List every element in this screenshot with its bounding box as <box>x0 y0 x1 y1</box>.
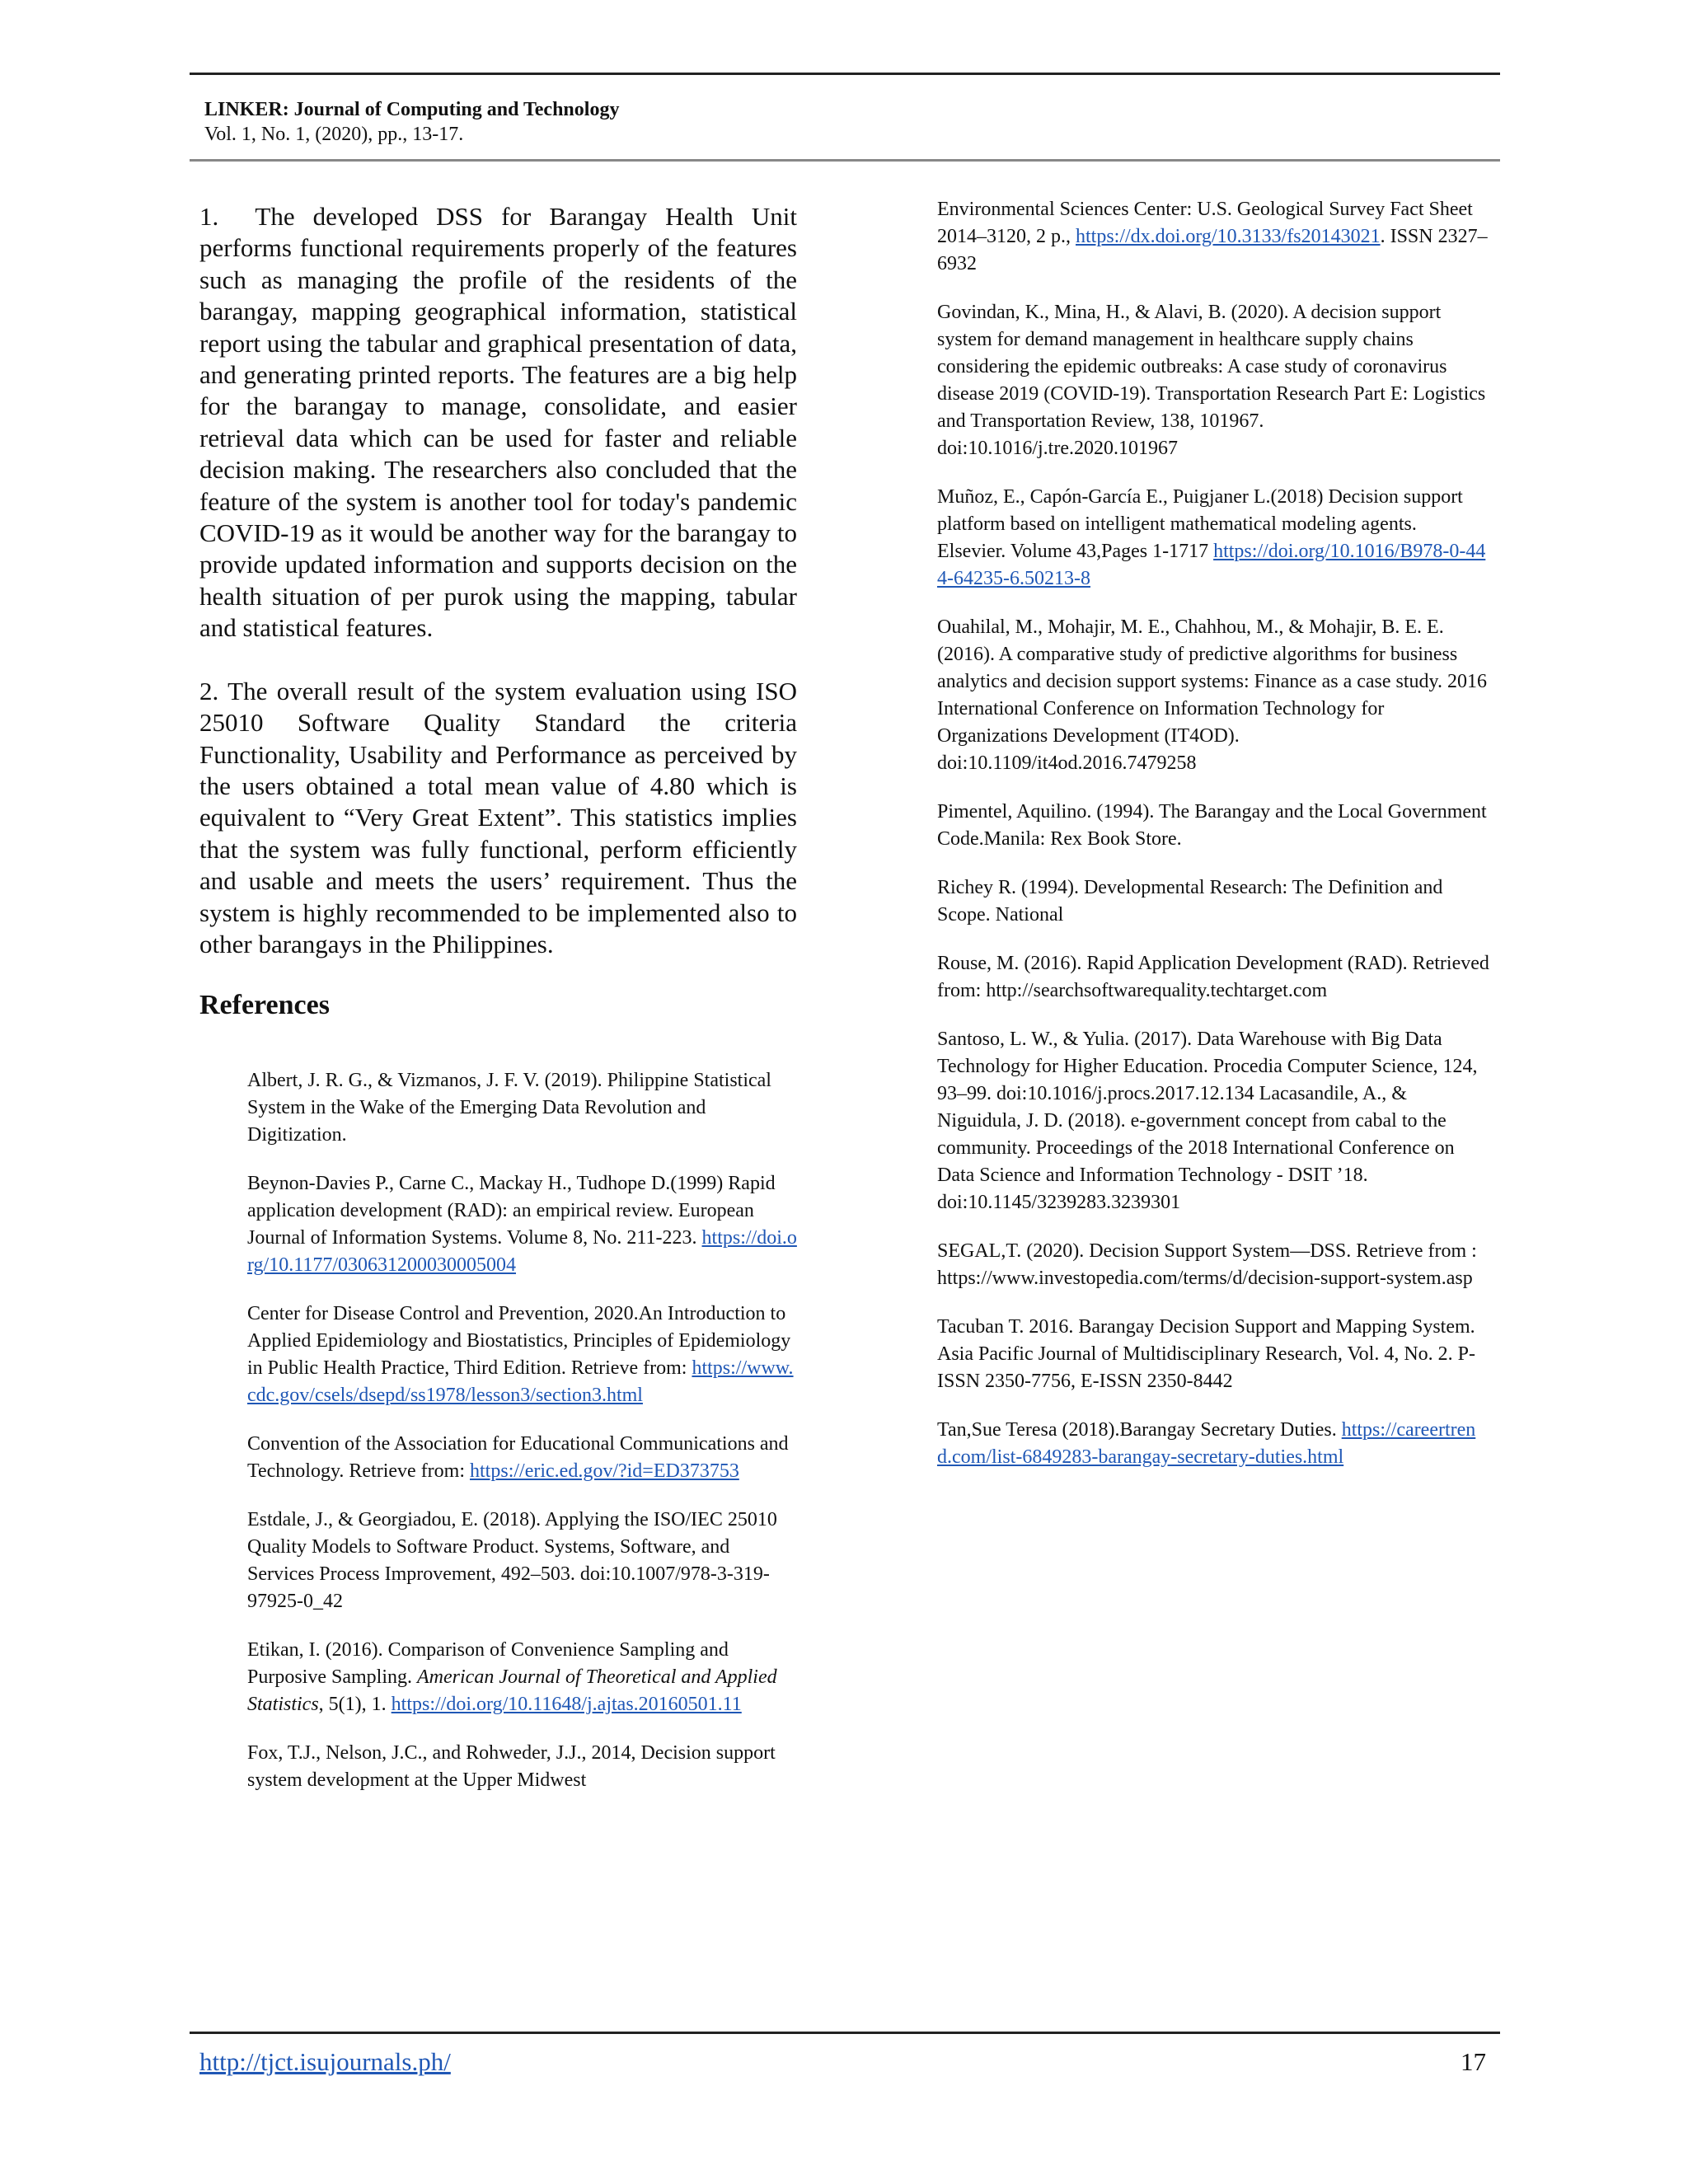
reference-text: Rouse, M. (2016). Rapid Application Development (RAD). Retrieved from: http://searchsoftwarequality.techtarget.com <box>937 953 1489 1001</box>
reference-text: Environmental Sciences Center: U.S. Geological Survey Fact Sheet 2014–3120, 2 p., <box>937 199 1473 247</box>
reference-text: SEGAL,T. (2020). Decision Support System—DSS. Retrieve from : https://www.investopedia.com/terms/d/decision-support-system.asp <box>937 1240 1477 1289</box>
references-heading: References <box>199 990 330 1021</box>
reference-text: Etikan, I. (2016). Comparison of Convenience Sampling and Purposive Sampling. <box>247 1639 729 1689</box>
reference-link[interactable]: https://doi.org/10.1177/030631200030005004 <box>247 1227 797 1277</box>
reference-text: Tan,Sue Teresa (2018).Barangay Secretary Duties. <box>937 1419 1342 1441</box>
reference-text: Santoso, L. W., & Yulia. (2017). Data Warehouse with Big Data Technology for Higher Education. Procedia Computer Science, 124, 93–99. doi:10.1016/j.procs.2017.12.134 Lacasandile, A., & Niguidula, J. D. (2018). e-government concept from cabal to the community. Proceedings of the 2018 International Conference on Data Science and Information Technology - DSIT ’18. doi:10.1145/3239283.3239301 <box>937 1029 1478 1213</box>
reference-entry <box>247 1301 797 1409</box>
reference-entry <box>247 1170 797 1279</box>
reference-entry <box>937 1238 1489 1292</box>
reference-link[interactable]: https://doi.org/10.1016/B978-0-444-64235-6.50213-8 <box>937 541 1486 589</box>
reference-entry <box>247 1740 797 1794</box>
reference-entry <box>937 299 1489 462</box>
reference-entry <box>937 1026 1489 1216</box>
reference-text: Beynon-Davies P., Carne C., Mackay H., Tudhope D.(1999) Rapid application development (RAD): an empirical review. European Journal of Information Systems. Volume 8, No. 211-223. <box>247 1173 776 1249</box>
reference-text: Fox, T.J., Nelson, J.C., and Rohweder, J.J., 2014, Decision support system development at the Upper Midwest <box>247 1742 776 1792</box>
reference-link[interactable]: https://doi.org/10.11648/j.ajtas.20160501.11 <box>391 1694 742 1716</box>
reference-text-continued: , 5(1), 1. <box>318 1694 392 1716</box>
footer-rule <box>190 2032 1500 2034</box>
reference-link[interactable]: https://eric.ed.gov/?id=ED373753 <box>470 1460 739 1483</box>
reference-text: Ouahilal, M., Mohajir, M. E., Chahhou, M., & Mohajir, B. E. E. (2016). A comparative study of predictive algorithms for business analytics and decision support systems: Finance as a case study. 2016 International Conference on Information Technology for Organizations Development (IT4OD). doi:10.1109/it4od.2016.7479258 <box>937 616 1487 774</box>
reference-text: Convention of the Association for Educational Communications and Technology. Retrieve from: <box>247 1433 789 1483</box>
reference-entry <box>937 1314 1489 1395</box>
reference-link[interactable]: https://dx.doi.org/10.3133/fs20143021 <box>1076 226 1381 247</box>
reference-link[interactable]: https://www.cdc.gov/csels/dsepd/ss1978/lesson3/section3.html <box>247 1357 794 1407</box>
reference-entry <box>937 484 1489 593</box>
conclusion-paragraph-1: 1. The developed DSS for Barangay Health Unit performs functional requirements properly of the features such as managing the profile of the residents of the barangay, mapping geographical information, statistical report using the tabular and graphical presentation of data, and generating printed reports. The features are a big help for the barangay to manage, consolidate, and easier retrieval data which can be used for faster and reliable decision making. The researchers also concluded that the feature of the system is another tool for today's pandemic COVID-19 as it would be another way for the barangay to provide updated information and supports decision on the health situation of per purok using the mapping, tabular and statistical features. <box>199 202 797 643</box>
reference-text: Albert, J. R. G., & Vizmanos, J. F. V. (2019). Philippine Statistical System in the Wake of the Emerging Data Revolution and Digitization. <box>247 1070 771 1146</box>
reference-entry <box>937 799 1489 853</box>
top-rule <box>190 73 1500 75</box>
reference-entry <box>247 1431 797 1485</box>
reference-entry <box>937 614 1489 777</box>
left-column <box>199 201 797 1816</box>
references-list-right <box>937 196 1489 1493</box>
reference-entry <box>247 1637 797 1718</box>
reference-entry <box>937 1417 1489 1471</box>
journal-volume: Vol. 1, No. 1, (2020), pp., 13-17. <box>204 124 464 145</box>
header-rule <box>190 159 1500 162</box>
reference-text: Center for Disease Control and Prevention, 2020.An Introduction to Applied Epidemiology and Biostatistics, Principles of Epidemiology in Public Health Practice, Third Edition. Retrieve from: <box>247 1303 791 1380</box>
reference-text: Estdale, J., & Georgiadou, E. (2018). Applying the ISO/IEC 25010 Quality Models to Software Product. Systems, Software, and Services Process Improvement, 492–503. doi:10.1007/978-3-319-97925-0_42 <box>247 1509 777 1613</box>
reference-entry <box>937 874 1489 929</box>
reference-entry <box>247 1507 797 1615</box>
reference-text-after-link: . ISSN 2327–6932 <box>937 226 1488 274</box>
reference-entry <box>937 196 1489 278</box>
reference-text: Richey R. (1994). Developmental Research: The Definition and Scope. National <box>937 877 1443 926</box>
reference-journal-title: American Journal of Theoretical and Applied Statistics <box>247 1666 777 1716</box>
reference-entry <box>247 1067 797 1149</box>
references-list-left <box>199 1067 797 1794</box>
reference-text: Muñoz, E., Capón-García E., Puigjaner L.(2018) Decision support platform based on intelligent mathematical modeling agents. Elsevier. Volume 43,Pages 1-1717 <box>937 486 1463 562</box>
reference-entry <box>937 950 1489 1005</box>
page-number: 17 <box>1461 2047 1486 2076</box>
reference-text: Pimentel, Aquilino. (1994). The Barangay and the Local Government Code.Manila: Rex Book Store. <box>937 801 1487 850</box>
conclusion-paragraph-2: 2. The overall result of the system evaluation using ISO 25010 Software Quality Standard the criteria Functionality, Usability and Performance as perceived by the users obtained a total mean value of 4.80 which is equivalent to “Very Great Extent”. This statistics implies that the system was fully functional, perform efficiently and usable and meets the users’ requirement. Thus the system is highly recommended to be implemented also to other barangays in the Philippines. <box>199 676 797 958</box>
reference-link[interactable]: https://careertrend.com/list-6849283-barangay-secretary-duties.html <box>937 1419 1476 1468</box>
reference-text: Govindan, K., Mina, H., & Alavi, B. (2020). A decision support system for demand management in healthcare supply chains considering the epidemic outbreaks: A case study of coronavirus disease 2019 (COVID-19). Transportation Research Part E: Logistics and Transportation Review, 138, 101967. doi:10.1016/j.tre.2020.101967 <box>937 302 1486 459</box>
reference-text: Tacuban T. 2016. Barangay Decision Support and Mapping System. Asia Pacific Journal of Multidisciplinary Research, Vol. 4, No. 2. P-ISSN 2350-7756, E-ISSN 2350-8442 <box>937 1316 1476 1392</box>
journal-title: LINKER: Journal of Computing and Technology <box>204 99 620 120</box>
running-header <box>204 97 619 147</box>
footer-url-link[interactable]: http://tjct.isujournals.ph/ <box>199 2047 451 2076</box>
